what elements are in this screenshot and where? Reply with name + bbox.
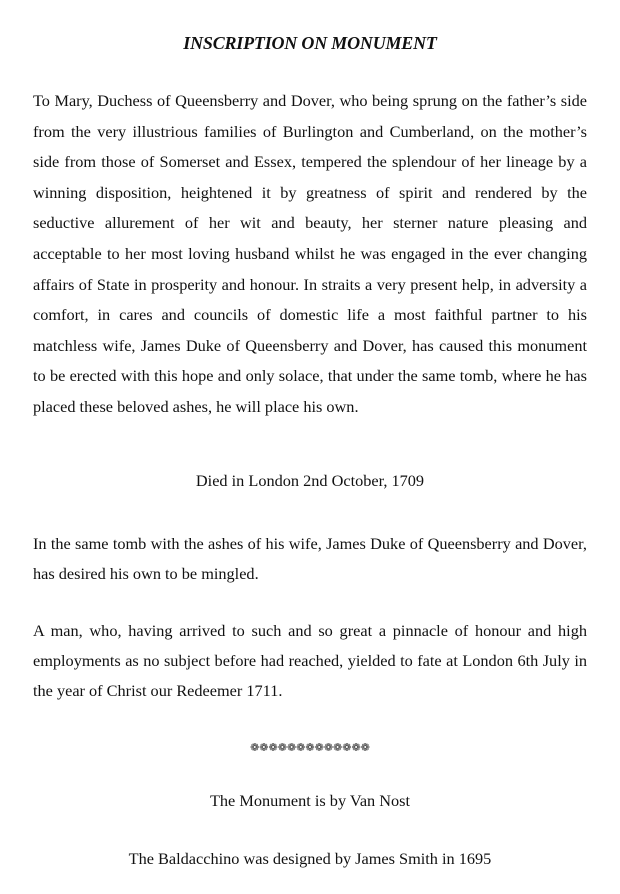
- ornament-divider: ❁❁❁❁❁❁❁❁❁❁❁❁❁: [250, 741, 370, 754]
- inscription-paragraph: To Mary, Duchess of Queensberry and Dover, who being sprung on the father’s side from the very illustrious families of Burlington and Cumberland, on the mother’s side from those of Somerset and Essex, tempered the splendour of her lineage by a winning disposition, heightened it by greatness of spirit and rendered by the seductive allurement of her wit and beauty, her sterner nature pleasing and acceptable to her most loving husband whilst he was engaged in the ever changing affairs of State in prosperity and honour. In straits a very present help, in adversity a comfort, in cares and councils of domestic life a most faithful partner to his matchless wife, James Duke of Queensberry and Dover, has caused this monument to be erected with this hope and only solace, that under the same tomb, where he has placed these beloved ashes, he will place his own.: [33, 91, 587, 416]
- died-line: Died in London 2nd October, 1709: [195, 471, 425, 490]
- same-tomb-paragraph: In the same tomb with the ashes of his wife, James Duke of Queensberry and Dover, has desired his own to be mingled.: [33, 534, 587, 583]
- document-title: INSCRIPTION ON MONUMENT: [183, 33, 437, 53]
- pinnacle-paragraph: A man, who, having arrived to such and so great a pinnacle of honour and high employments as no subject before had reached, yielded to fate at London 6th July in the year of Christ our Redeemer 1711.: [33, 621, 587, 700]
- monument-credit: The Monument is by Van Nost: [209, 791, 411, 810]
- baldacchino-credit: The Baldacchino was designed by James Smith in 1695: [128, 849, 492, 868]
